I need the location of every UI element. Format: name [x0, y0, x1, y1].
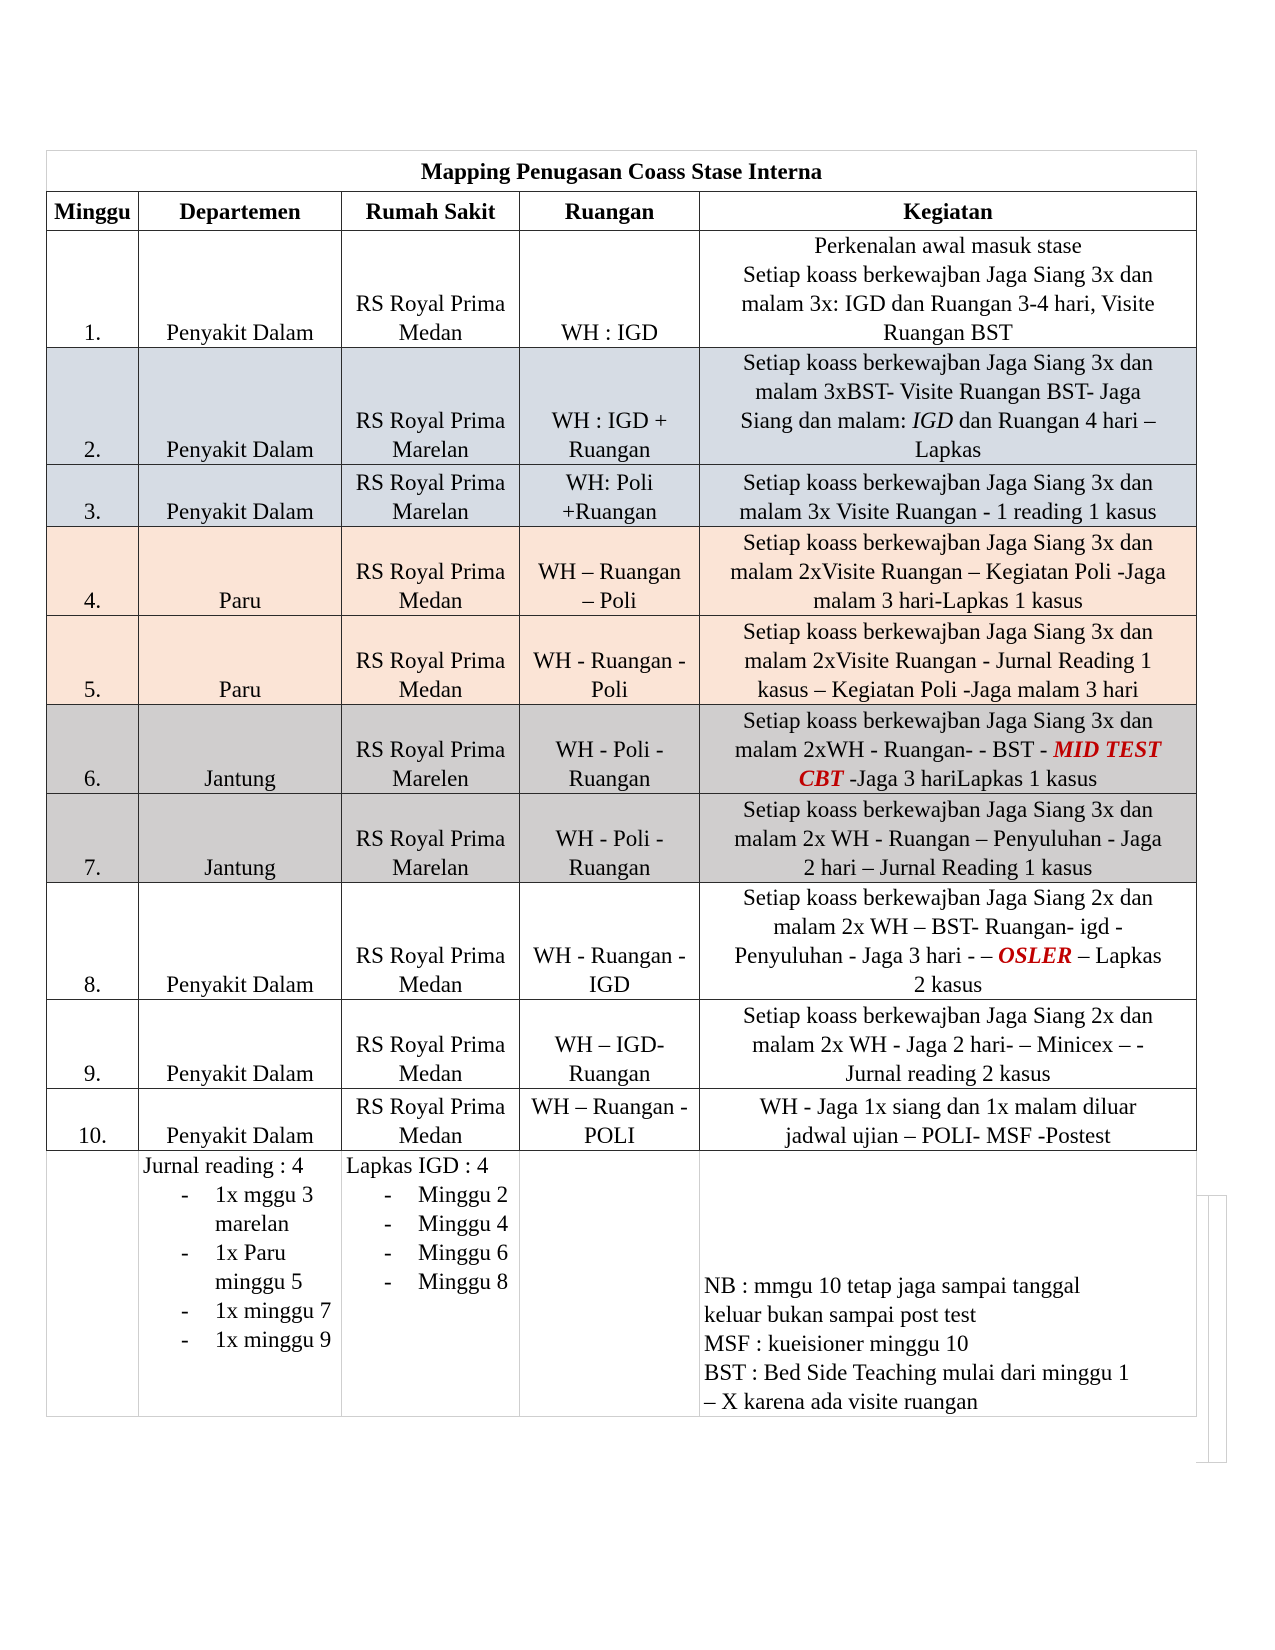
room-line: Ruangan [568, 437, 651, 462]
hospital-line: RS Royal Prima [355, 291, 506, 316]
jurnal-summary [139, 1151, 342, 1417]
activity-line: Setiap koass berkewajban Jaga Siang 3x dan [743, 797, 1154, 822]
activity-text: Penyuluhan - Jaga 3 hari - – [734, 943, 999, 968]
list-item: - 1x minggu 9 [143, 1325, 337, 1354]
activity-line: Ruangan BST [883, 320, 1013, 345]
jurnal-title: Jurnal reading : 4 [143, 1153, 304, 1178]
week-number: 10. [47, 1089, 139, 1151]
room-line: IGD [589, 972, 630, 997]
list-item: - Minggu 4 [346, 1209, 515, 1238]
header-kegiatan: Kegiatan [700, 192, 1197, 231]
activity-line [704, 406, 1192, 435]
activity-line: Setiap koass berkewajban Jaga Siang 3x dan [743, 350, 1154, 375]
activity [700, 705, 1197, 794]
header-minggu: Minggu [47, 192, 139, 231]
hospital-line: RS Royal Prima [355, 1094, 506, 1119]
table-row [47, 1000, 1197, 1089]
activity-line: jadwal ujian – POLI- MSF -Postest [785, 1123, 1111, 1148]
table-row [47, 465, 1197, 527]
table-row [47, 348, 1197, 465]
room [520, 1000, 700, 1089]
activity-line: 2 kasus [913, 972, 983, 997]
room-line: WH : IGD + [551, 408, 668, 433]
activity-italic-text: IGD [912, 408, 954, 433]
room [520, 794, 700, 883]
hospital-line: RS Royal Prima [355, 470, 506, 495]
week-number: 9. [47, 1000, 139, 1089]
hospital [342, 794, 520, 883]
table-row [47, 883, 1197, 1000]
room-line: – Poli [582, 588, 637, 613]
title-row [47, 151, 1197, 192]
table-title: Mapping Penugasan Coass Stase Interna [47, 151, 1197, 192]
notes-cell [700, 1151, 1197, 1417]
schedule-table [46, 150, 1197, 1417]
activity-line: malam 3 hari-Lapkas 1 kasus [813, 588, 1083, 613]
table-row [47, 231, 1197, 348]
activity-line [704, 764, 1192, 793]
note-line: MSF : kueisioner minggu 10 [704, 1331, 969, 1356]
room-line: WH – Ruangan [537, 559, 682, 584]
activity-line: Setiap koass berkewajban Jaga Siang 3x dan [743, 470, 1154, 495]
activity-line: Setiap koass berkewajban Jaga Siang 3x dan [743, 708, 1154, 733]
jurnal-list [143, 1180, 337, 1354]
activity-text: – Lapkas [1072, 943, 1162, 968]
activity-line: kasus – Kegiatan Poli -Jaga malam 3 hari [757, 677, 1139, 702]
table-row [47, 794, 1197, 883]
list-item: - 1x mggu 3 marelan [143, 1180, 337, 1238]
hospital [342, 1000, 520, 1089]
hospital [342, 883, 520, 1000]
note-line: NB : mmgu 10 tetap jaga sampai tanggal [704, 1273, 1081, 1298]
cbt-highlight: CBT [798, 766, 844, 791]
osler-highlight: OSLER [998, 943, 1073, 968]
room-line: Ruangan [568, 766, 651, 791]
hospital [342, 616, 520, 705]
room-line: WH – Ruangan - [531, 1094, 688, 1119]
table-row [47, 527, 1197, 616]
room [520, 616, 700, 705]
hospital-line: Medan [398, 588, 463, 613]
hospital-line: Medan [398, 1123, 463, 1148]
week-number: 4. [47, 527, 139, 616]
room-line: Poli [590, 677, 629, 702]
hospital-line: Medan [398, 1061, 463, 1086]
header-rumah-sakit: Rumah Sakit [342, 192, 520, 231]
activity-line: Setiap koass berkewajban Jaga Siang 2x dan [743, 1003, 1154, 1028]
activity [700, 527, 1197, 616]
activity-line: 2 hari – Jurnal Reading 1 kasus [803, 855, 1093, 880]
list-item: - 1x minggu 7 [143, 1296, 337, 1325]
activity-text: -Jaga 3 hariLapkas 1 kasus [843, 766, 1098, 791]
room [520, 527, 700, 616]
activity-line: malam 2x WH - Jaga 2 hari- – Minicex – - [752, 1032, 1144, 1057]
department: Penyakit Dalam [139, 883, 342, 1000]
hospital [342, 348, 520, 465]
activity [700, 1000, 1197, 1089]
department: Paru [139, 527, 342, 616]
header-row [47, 192, 1197, 231]
hospital-line: Marelan [392, 499, 469, 524]
room-line: Ruangan [568, 855, 651, 880]
activity-line: malam 2x WH - Ruangan – Penyuluhan - Jaga [734, 826, 1162, 851]
room-line: POLI [583, 1123, 636, 1148]
room [520, 705, 700, 794]
room [520, 1089, 700, 1151]
room [520, 231, 700, 348]
hospital-line: RS Royal Prima [355, 943, 506, 968]
header-ruangan: Ruangan [520, 192, 700, 231]
activity [700, 616, 1197, 705]
department: Paru [139, 616, 342, 705]
department: Jantung [139, 794, 342, 883]
room-line: +Ruangan [562, 499, 657, 524]
summary-empty-cell [520, 1151, 700, 1417]
activity [700, 348, 1197, 465]
department: Penyakit Dalam [139, 1089, 342, 1151]
note-line: BST : Bed Side Teaching mulai dari minggu 1 [704, 1360, 1130, 1385]
hospital-line: Medan [398, 972, 463, 997]
room-line: WH - Poli - [555, 737, 664, 762]
week-number: 1. [47, 231, 139, 348]
room-line: WH : IGD [560, 320, 659, 345]
week-number: 8. [47, 883, 139, 1000]
hospital-line: RS Royal Prima [355, 648, 506, 673]
department: Penyakit Dalam [139, 465, 342, 527]
list-item: - Minggu 8 [346, 1267, 515, 1296]
mid-test-highlight: MID TEST [1053, 737, 1162, 762]
room [520, 883, 700, 1000]
list-item: - 1x Paru minggu 5 [143, 1238, 337, 1296]
hospital-line: Marelan [392, 437, 469, 462]
room-line: WH - Poli - [555, 826, 664, 851]
note-line: keluar bukan sampai post test [704, 1302, 977, 1327]
header-departemen: Departemen [139, 192, 342, 231]
activity [700, 794, 1197, 883]
week-number: 7. [47, 794, 139, 883]
activity-line: Setiap koass berkewajban Jaga Siang 3x dan [743, 619, 1154, 644]
activity-line: Setiap koass berkewajban Jaga Siang 3x dan [743, 530, 1154, 555]
hospital-line: Medan [398, 677, 463, 702]
table-row [47, 616, 1197, 705]
department: Penyakit Dalam [139, 231, 342, 348]
summary-row [47, 1151, 1197, 1417]
activity-line: malam 3x Visite Ruangan - 1 reading 1 kasus [739, 499, 1157, 524]
activity-line: Jurnal reading 2 kasus [845, 1061, 1051, 1086]
lapkas-title: Lapkas IGD : 4 [346, 1153, 489, 1178]
summary-empty-cell [47, 1151, 139, 1417]
hospital [342, 527, 520, 616]
activity-line: Setiap koass berkewajban Jaga Siang 2x dan [743, 885, 1154, 910]
hospital [342, 1089, 520, 1151]
lapkas-list [346, 1180, 515, 1296]
list-item: - Minggu 6 [346, 1238, 515, 1267]
activity [700, 883, 1197, 1000]
activity-text: dan Ruangan 4 hari – [953, 408, 1156, 433]
activity-text: malam 2xWH - Ruangan- - BST - [734, 737, 1054, 762]
activity-line [704, 941, 1192, 970]
week-number: 6. [47, 705, 139, 794]
week-number: 5. [47, 616, 139, 705]
lapkas-summary [342, 1151, 520, 1417]
trailing-grid [1196, 1195, 1227, 1463]
activity-line: Perkenalan awal masuk stase [814, 233, 1082, 258]
department: Penyakit Dalam [139, 348, 342, 465]
activity-text: Siang dan malam: [740, 408, 913, 433]
activity-line: Lapkas [914, 437, 982, 462]
room [520, 348, 700, 465]
activity-line: WH - Jaga 1x siang dan 1x malam diluar [759, 1094, 1137, 1119]
hospital-line: RS Royal Prima [355, 408, 506, 433]
activity-line: malam 2xVisite Ruangan – Kegiatan Poli -Jaga [730, 559, 1166, 584]
schedule-sheet [46, 150, 1196, 1417]
activity-line: malam 3x: IGD dan Ruangan 3-4 hari, Visite [741, 291, 1155, 316]
hospital-line: RS Royal Prima [355, 737, 506, 762]
note-line: – X karena ada visite ruangan [704, 1389, 978, 1414]
table-row [47, 1089, 1197, 1151]
room-line: WH - Ruangan - [533, 648, 686, 673]
room-line: WH: Poli [565, 470, 654, 495]
department: Penyakit Dalam [139, 1000, 342, 1089]
activity-line: malam 3xBST- Visite Ruangan BST- Jaga [755, 379, 1141, 404]
activity-line: Setiap koass berkewajban Jaga Siang 3x dan [743, 262, 1154, 287]
hospital-line: Marelen [392, 766, 469, 791]
activity [700, 1089, 1197, 1151]
trailing-grid-divider [1208, 1196, 1209, 1462]
activity-line: malam 2x WH – BST- Ruangan- igd - [773, 914, 1123, 939]
room-line: WH – IGD- [554, 1032, 665, 1057]
activity [700, 231, 1197, 348]
department: Jantung [139, 705, 342, 794]
table-row [47, 705, 1197, 794]
hospital [342, 705, 520, 794]
room [520, 465, 700, 527]
hospital-line: Marelan [392, 855, 469, 880]
hospital [342, 231, 520, 348]
week-number: 3. [47, 465, 139, 527]
activity-line [704, 735, 1192, 764]
activity-line: malam 2xVisite Ruangan - Jurnal Reading 1 [744, 648, 1152, 673]
room-line: WH - Ruangan - [533, 943, 686, 968]
list-item: - Minggu 2 [346, 1180, 515, 1209]
hospital-line: RS Royal Prima [355, 826, 506, 851]
hospital [342, 465, 520, 527]
activity [700, 465, 1197, 527]
hospital-line: RS Royal Prima [355, 1032, 506, 1057]
hospital-line: Medan [398, 320, 463, 345]
hospital-line: RS Royal Prima [355, 559, 506, 584]
week-number: 2. [47, 348, 139, 465]
room-line: Ruangan [568, 1061, 651, 1086]
